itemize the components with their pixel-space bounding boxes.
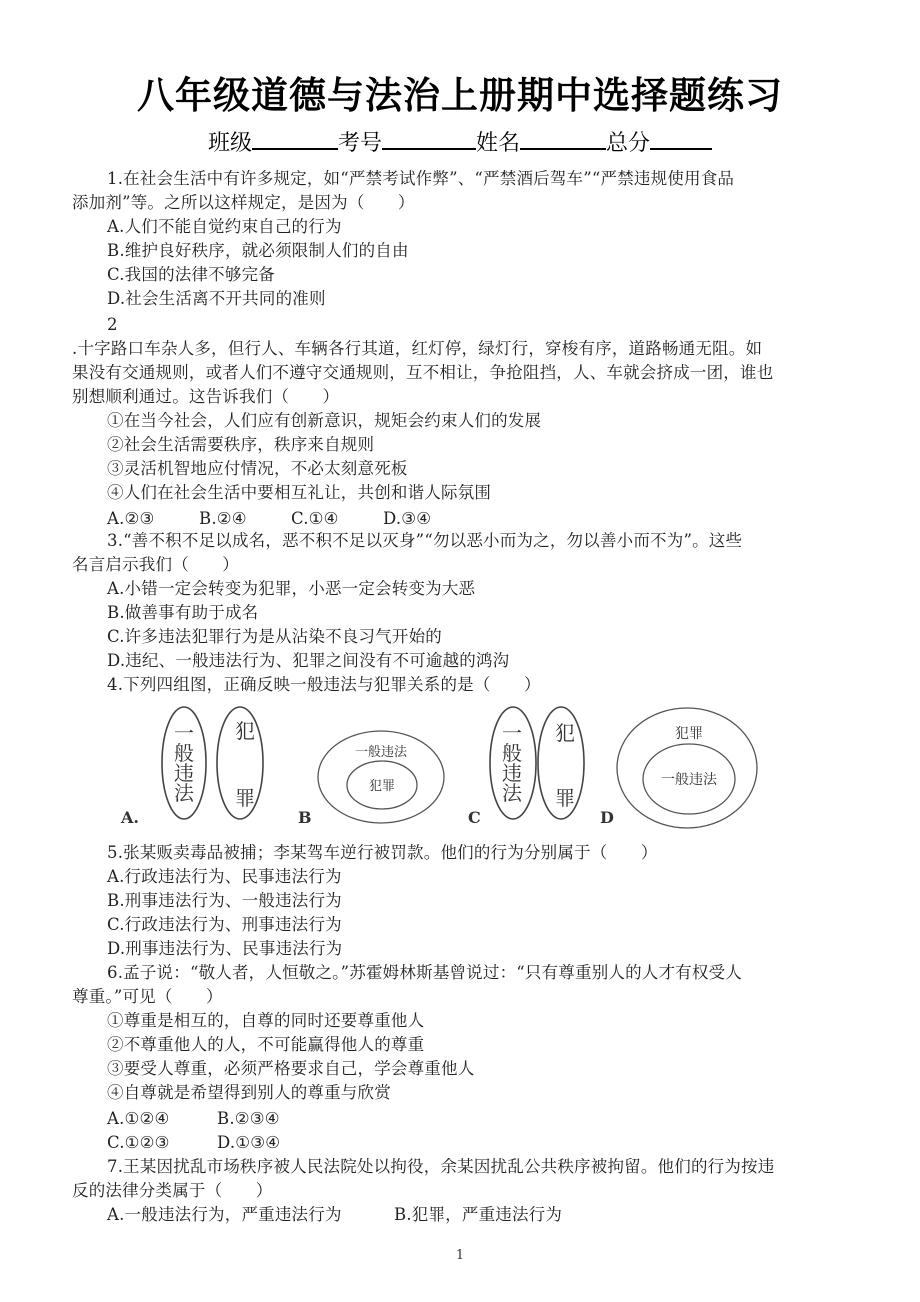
- page-number: 1: [455, 1248, 465, 1263]
- svg-text:般: 般: [502, 741, 522, 765]
- svg-text:B: B: [298, 808, 312, 827]
- question-7-option-a: A.一般违法行为，严重违法行为: [107, 1205, 342, 1224]
- diagram-a: [120, 707, 263, 827]
- exam-number-label: 考号: [337, 131, 382, 156]
- svg-text:一般违法: 一般违法: [354, 745, 408, 760]
- svg-text:犯罪: 犯罪: [368, 779, 396, 794]
- question-2-option-b: B.②④: [199, 509, 247, 528]
- question-6-statement-1: ①尊重是相互的，自尊的同时还要尊重他人: [107, 1011, 425, 1030]
- svg-text:A.: A.: [121, 808, 139, 827]
- question-2-stem-cont: 别想顺利通过。这告诉我们（ ）: [72, 387, 340, 406]
- question-5-option-a: A.行政违法行为、民事违法行为: [107, 867, 342, 886]
- class-label: 班级: [207, 131, 252, 156]
- question-6-stem-cont: 尊重。”可见（ ）: [72, 987, 223, 1006]
- question-6-stem: 6.孟子说：“敬人者，人恒敬之。”苏霍姆林斯基曾说过：“只有尊重别人的人才有权受人: [107, 963, 742, 982]
- question-1-stem: 1.在社会生活中有许多规定，如“严禁考试作弊”、“严禁酒后驾车”“严禁违规使用食品: [107, 169, 735, 188]
- question-4-stem: 4.下列四组图，正确反映一般违法与犯罪关系的是（ ）: [107, 675, 541, 694]
- question-2-stem-cont: 果没有交通规则，或者人们不遵守交通规则，互不相让，争抢阻挡，人、车就会挤成一团，谁也: [72, 363, 774, 382]
- question-6-option-d: D.①③④: [217, 1133, 281, 1152]
- diagram-d: [600, 708, 757, 828]
- svg-text:罪: 罪: [555, 786, 575, 810]
- question-1-stem-cont: 添加剂”等。之所以这样规定，是因为（ ）: [72, 193, 415, 212]
- question-6-option-c: C.①②③: [107, 1133, 170, 1152]
- question-3-option-c: C.许多违法犯罪行为是从沾染不良习气开始的: [107, 627, 442, 646]
- question-6-option-a: A.①②④: [107, 1109, 170, 1128]
- question-7-stem-cont: 反的法律分类属于（ ）: [72, 1181, 273, 1200]
- question-5-option-d: D.刑事违法行为、民事违法行为: [107, 939, 343, 958]
- svg-text:法: 法: [502, 781, 522, 805]
- question-7-stem: 7.王某因扰乱市场秩序被人民法院处以拘役，余某因扰乱公共秩序被拘留。他们的行为按违: [107, 1157, 775, 1176]
- question-4-diagrams: [100, 695, 800, 835]
- question-3-stem-cont: 名言启示我们（ ）: [72, 555, 239, 574]
- total-score-label: 总分: [606, 131, 651, 156]
- question-2-statement-4: ④人们在社会生活中要相互礼让，共创和谐人际氛围: [107, 483, 492, 502]
- question-2-statement-3: ③灵活机智地应付情况，不必太刻意死板: [107, 459, 408, 478]
- diagram-b: [298, 731, 444, 827]
- question-2-number: 2: [107, 315, 118, 334]
- svg-text:C: C: [468, 808, 481, 827]
- total-score-blank[interactable]: [650, 126, 712, 150]
- svg-text:违: 违: [502, 761, 522, 785]
- question-3-option-b: B.做善事有助于成名: [107, 603, 259, 622]
- svg-text:般: 般: [174, 741, 194, 765]
- svg-text:罪: 罪: [235, 786, 255, 810]
- question-7-option-b: B.犯罪，严重违法行为: [394, 1205, 563, 1224]
- svg-text:犯罪: 犯罪: [675, 726, 703, 742]
- question-2-option-c: C.①④: [291, 509, 339, 528]
- question-6-statement-3: ③要受人尊重，必须严格要求自己，学会尊重他人: [107, 1059, 475, 1078]
- question-5-option-c: C.行政违法行为、刑事违法行为: [107, 915, 342, 934]
- question-5-option-b: B.刑事违法行为、一般违法行为: [107, 891, 342, 910]
- question-2-statement-1: ①在当今社会，人们应有创新意识，规矩会约束人们的发展: [107, 411, 542, 430]
- svg-text:D: D: [600, 808, 614, 827]
- svg-text:违: 违: [174, 761, 194, 785]
- question-3-option-d: D.违纪、一般违法行为、犯罪之间没有不可逾越的鸿沟: [107, 651, 510, 670]
- class-blank[interactable]: [252, 126, 338, 150]
- svg-text:犯: 犯: [555, 721, 575, 745]
- question-2-stem: .十字路口车杂人多，但行人、车辆各行其道，红灯停，绿灯行，穿梭有序，道路畅通无阻。如: [72, 339, 763, 358]
- question-3-stem: 3.“善不积不足以成名，恶不积不足以灭身”“勿以恶小而为之，勿以善小而不为”。这些: [107, 531, 743, 550]
- question-1-option-d: D.社会生活离不开共同的准则: [107, 289, 326, 308]
- question-1-option-a: A.人们不能自觉约束自己的行为: [107, 217, 342, 236]
- question-1-option-b: B.维护良好秩序，就必须限制人们的自由: [107, 241, 409, 260]
- svg-text:一: 一: [174, 721, 194, 745]
- svg-text:犯: 犯: [235, 719, 255, 743]
- question-1-option-c: C.我国的法律不够完备: [107, 265, 275, 284]
- question-3-option-a: A.小错一定会转变为犯罪，小恶一定会转变为大恶: [107, 579, 476, 598]
- question-6-statement-4: ④自尊就是希望得到别人的尊重与欣赏: [107, 1083, 391, 1102]
- page-title: 八年级道德与法治上册期中选择题练习: [137, 74, 783, 117]
- question-2-statement-2: ②社会生活需要秩序，秩序来自规则: [107, 435, 375, 454]
- svg-text:一: 一: [502, 721, 522, 745]
- question-2-option-a: A.②③: [107, 509, 155, 528]
- question-6-statement-2: ②不尊重他人的人，不可能赢得他人的尊重: [107, 1035, 425, 1054]
- svg-text:一般违法: 一般违法: [661, 772, 717, 788]
- question-6-option-b: B.②③④: [217, 1109, 280, 1128]
- diagram-c: [468, 707, 584, 827]
- name-blank[interactable]: [520, 126, 606, 150]
- exam-number-blank[interactable]: [382, 126, 476, 150]
- student-info-row: [0, 126, 920, 161]
- name-label: 姓名: [476, 131, 521, 156]
- question-5-stem: 5.张某贩卖毒品被捕；李某驾车逆行被罚款。他们的行为分别属于（ ）: [107, 843, 658, 862]
- question-2-option-d: D.③④: [383, 509, 432, 528]
- svg-text:法: 法: [174, 781, 194, 805]
